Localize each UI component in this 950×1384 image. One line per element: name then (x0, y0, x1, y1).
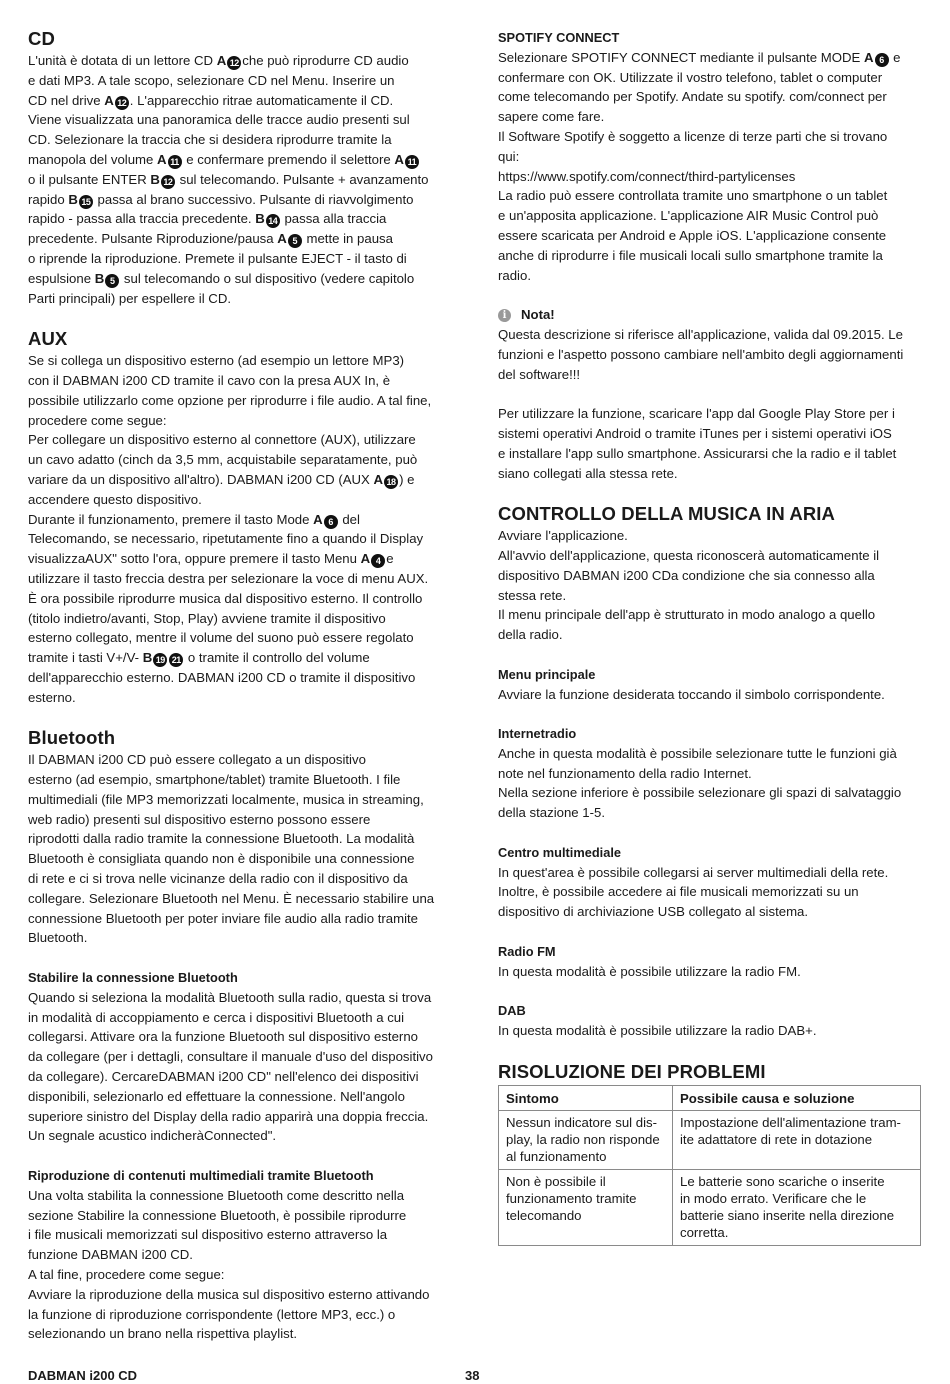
note-body (498, 325, 923, 384)
text-line (28, 150, 453, 170)
text-run: variare da un dispositivo all'altro). DABMAN i200 CD (AUX (28, 471, 374, 487)
text-line (28, 229, 453, 249)
text-run: passa alla traccia (280, 211, 387, 227)
text-line: Bluetooth. (28, 930, 88, 946)
text-line: In quest'area è possibile collegarsi ai server multimediali della rete. (498, 864, 889, 880)
text-line (28, 190, 453, 210)
text-line: web radio) presenti sul dispositivo esterno possono essere (28, 811, 371, 827)
cell-line: batterie siano inserite nella direzione (680, 1207, 895, 1223)
text-line: funzione DABMAN i200 CD. (28, 1247, 193, 1263)
text-line: Il menu principale dell'app è strutturato in modo analogo a quello (498, 607, 876, 623)
text-line: da collegare). CercareDABMAN i200 CD" nell'elenco dei dispositivi (28, 1069, 419, 1085)
text-line (498, 186, 923, 206)
table-row (499, 1110, 921, 1169)
text-run: che può riprodurre CD audio (242, 53, 409, 68)
control-subsections (498, 645, 923, 1041)
right-column (498, 28, 923, 1246)
cell-line: corretta. (680, 1224, 729, 1240)
text-run: e dati MP3. A tale scopo, selezionare CD nel Menu. Inserire un (28, 72, 395, 88)
text-line: Per utilizzare la funzione, scaricare l'app dal Google Play Store per i (498, 406, 895, 422)
text-line: collegarsi. Attivare ora la funzione Bluetooth sul dispositivo esterno (28, 1029, 418, 1045)
text-line (28, 490, 453, 510)
text-run: L'unità è dotata di un lettore CD (28, 53, 217, 68)
text-run: https://www.spotify.com/connect/third-partylicenses (498, 168, 796, 184)
text-run: sul telecomando. Pulsante + avanzamento (175, 171, 429, 187)
text-line (498, 48, 923, 68)
device-letter: A (373, 471, 384, 487)
section-troubleshooting (498, 1061, 923, 1246)
footer-page-number: 38 (465, 1368, 480, 1383)
text-run: e confermare premendo il selettore (182, 151, 395, 167)
text-run: manopola del volume (28, 151, 158, 167)
text-run: Il Software Spotify è soggetto a licenze di terze parti che si trovano (498, 128, 888, 144)
text-line: riprodotti dalla radio tramite la connessione Bluetooth. La modalità (28, 831, 415, 847)
text-line: Quando si seleziona la modalità Bluetooth sulla radio, questa si trova (28, 989, 432, 1005)
callout-number-icon: 12 (161, 175, 175, 189)
text-line: Il DABMAN i200 CD può essere collegato a un dispositivo (28, 752, 366, 768)
text-line: della stazione 1-5. (498, 805, 606, 821)
device-letter: B (94, 270, 105, 286)
cell-line: funzionamento tramite (506, 1190, 637, 1206)
text-run: e un'apposita applicazione. L'applicazione AIR Music Control può (498, 208, 879, 224)
text-run: dell'apparecchio esterno. DABMAN i200 CD o tramite il dispositivo (28, 669, 416, 685)
text-line: Avviare la funzione desiderata toccando il simbolo corrispondente. (498, 686, 885, 702)
text-line (28, 91, 453, 111)
text-line: multimediali (file MP3 memorizzati localmente, musica in streaming, (28, 791, 424, 807)
text-line: dispositivo DABMAN i200 CDa condizione che sia connesso alla (498, 567, 875, 583)
text-line: da collegare (per i dettagli, consultare il manuale d'uso del dispositivo (28, 1049, 433, 1065)
text-run: mette in pausa (302, 231, 393, 247)
cell-line: telecomando (506, 1207, 582, 1223)
text-line: in modalità di accoppiamento e cerca i dispositivi Bluetooth a cui (28, 1009, 405, 1025)
device-letter: A (157, 151, 167, 167)
device-letter: A (313, 511, 323, 527)
text-run: o tramite il controllo del volume (184, 650, 370, 666)
text-line (28, 209, 453, 229)
text-line: del software!!! (498, 366, 581, 382)
bluetooth-body (28, 750, 453, 948)
text-run: esterno. (28, 689, 76, 705)
device-letter: B (142, 650, 153, 666)
callout-number-icon: 21 (169, 653, 183, 667)
text-line (28, 110, 453, 130)
text-line (28, 628, 453, 648)
text-run: radio. (498, 267, 531, 283)
text-run: sapere come fare. (498, 109, 605, 125)
section-heading-control: CONTROLLO DELLA MUSICA IN ARIA (498, 503, 836, 525)
note-header (498, 305, 923, 325)
section-heading-aux: AUX (28, 328, 68, 350)
text-run: Telecomando, se necessario, ripetutamente fino a quando il Display (28, 531, 424, 547)
text-line (498, 87, 923, 107)
section-heading-cd: CD (28, 28, 55, 49)
device-letter: A (104, 92, 114, 108)
text-line: Nella sezione inferiore è possibile selezionare gli spazi di salvataggio (498, 785, 902, 801)
section-control (498, 503, 923, 1041)
note-body-2 (498, 404, 923, 483)
text-line (28, 609, 453, 629)
subheading-control: Menu principale (498, 666, 596, 682)
cell-line: Nessun indicatore sul dis- (506, 1114, 657, 1130)
text-run: Se si collega un dispositivo esterno (ad esempio un lettore MP3) (28, 353, 405, 369)
text-run: esterno collegato, mentre il volume del suono può essere regolato (28, 630, 414, 646)
left-column (28, 28, 453, 1344)
text-line (28, 371, 453, 391)
subheading-control: Centro multimediale (498, 844, 622, 860)
text-line (28, 470, 453, 490)
info-icon: i (498, 309, 511, 322)
text-run: come telecomando per Spotify. Andate su spotify. com/connect per (498, 89, 887, 105)
text-run: o il pulsante ENTER (28, 171, 151, 187)
troubleshooting-table (498, 1085, 921, 1246)
text-line: Una volta stabilita la connessione Bluetooth come descritto nella (28, 1187, 405, 1203)
text-run: rapido - passa alla traccia precedente. (28, 211, 256, 227)
note-label: Nota! (521, 307, 555, 323)
text-line: All'avvio dell'applicazione, questa riconoscerà automaticamente il (498, 547, 880, 563)
text-line (498, 167, 923, 187)
text-line: collegare. Selezionare Bluetooth nel Menu. È necessario stabilire una (28, 890, 435, 906)
text-line: Anche in questa modalità è possibile selezionare tutte le funzioni già (498, 745, 897, 761)
callout-number-icon: 18 (384, 475, 398, 489)
text-line (498, 107, 923, 127)
cell-line: play, la radio non risponde (506, 1131, 660, 1147)
text-run: . L'apparecchio ritrae automaticamente il CD. (129, 92, 394, 108)
text-line (28, 589, 453, 609)
device-letter: A (394, 151, 404, 167)
subheading-bluetooth-playback: Riproduzione di contenuti multimediali tramite Bluetooth (28, 1168, 374, 1184)
text-run: Durante il funzionamento, premere il tasto Mode (28, 511, 314, 527)
cd-body (28, 51, 453, 308)
text-line (498, 226, 923, 246)
callout-number-icon: 11 (405, 155, 419, 169)
callout-number-icon: 6 (875, 53, 889, 67)
text-line: siano collegati alla stessa rete. (498, 465, 678, 481)
text-run: rapido (28, 191, 69, 207)
text-line (498, 127, 923, 147)
text-line: disponibili, selezionarlo ed effettuare la connessione. Nell'angolo (28, 1088, 405, 1104)
bluetooth-playback-body (28, 1186, 453, 1344)
spotify-body (498, 48, 923, 286)
text-line (28, 391, 453, 411)
cell-line: ite adattatore di rete in dotazione (680, 1131, 873, 1147)
text-line: superiore sinistro del Display della radio apparirà una doppia freccia. (28, 1108, 429, 1124)
text-line (28, 269, 453, 289)
text-line: sistemi operativi Android o tramite iTunes per i sistemi operativi iOS (498, 425, 892, 441)
text-run: sul telecomando o sul dispositivo (vedere capitolo (120, 270, 415, 286)
text-run: Viene visualizzata una panoramica delle tracce audio presenti sul (28, 112, 410, 128)
text-run: anche di riprodurre i file musicali locali sullo smartphone tramite la (498, 247, 883, 263)
device-letter: B (68, 191, 78, 207)
callout-number-icon: 11 (168, 155, 182, 169)
text-run: È ora possibile riprodurre musica dal dispositivo esterno. Il controllo (28, 590, 423, 606)
text-line (28, 430, 453, 450)
column-header-symptom: Sintomo (499, 1085, 673, 1110)
text-line: e installare l'app sullo smartphone. Assicurarsi che la radio e il tablet (498, 445, 897, 461)
section-spotify (498, 28, 923, 285)
text-line: sezione Stabilire la connessione Bluetooth, è possibile riprodurre (28, 1207, 407, 1223)
control-body (498, 526, 923, 645)
device-letter: A (277, 231, 287, 247)
section-cd (28, 28, 453, 308)
device-letter: B (150, 171, 160, 187)
section-aux (28, 328, 453, 707)
cell-line: Impostazione dell'alimentazione tram- (680, 1114, 901, 1130)
callout-number-icon: 12 (227, 56, 241, 70)
text-line: Avviare la riproduzione della musica sul dispositivo esterno attivando (28, 1286, 430, 1302)
text-line (28, 130, 453, 150)
text-run: tramite i tasti V+/V- (28, 650, 143, 666)
text-line: In questa modalità è possibile utilizzare la radio DAB+. (498, 1023, 817, 1039)
text-run: o riprende la riproduzione. Premete il pulsante EJECT - il tasto di (28, 250, 407, 266)
subheading-control: Radio FM (498, 943, 556, 959)
text-run: (titolo indietro/avanti, Stop, Play) avviene tramite il dispositivo (28, 610, 386, 626)
text-run: Selezionare SPOTIFY CONNECT mediante il pulsante MODE (498, 49, 864, 65)
device-letter: A (863, 49, 874, 65)
text-run: Parti principali) per espellere il CD. (28, 290, 232, 306)
table-cell-solution (673, 1110, 921, 1169)
text-line: i file musicali memorizzati sul dispositivo esterno attraverso la (28, 1227, 388, 1243)
text-line: Un segnale acustico indicheràConnected". (28, 1128, 277, 1144)
text-line (28, 569, 453, 589)
callout-number-icon: 4 (371, 554, 385, 568)
text-line (28, 688, 453, 708)
text-line (28, 510, 453, 530)
text-line: Bluetooth è consigliata quando non è disponibile una connessione (28, 851, 415, 867)
callout-number-icon: 14 (266, 214, 280, 228)
text-run: CD nel drive (28, 92, 105, 108)
text-run: visualizzaAUX" sotto l'ora, oppure premere il tasto Menu (28, 551, 361, 567)
bluetooth-connect-body (28, 988, 453, 1146)
callout-number-icon: 15 (79, 195, 93, 209)
table-cell-symptom (499, 1110, 673, 1169)
text-run: e (386, 551, 394, 567)
text-run: confermare con OK. Utilizzate il vostro telefono, tablet o computer (498, 69, 883, 85)
text-line: In questa modalità è possibile utilizzare la radio FM. (498, 963, 801, 979)
text-line (28, 668, 453, 688)
table-cell-solution (673, 1169, 921, 1245)
callout-number-icon: 5 (288, 234, 302, 248)
text-line: esterno (ad esempio, smartphone/tablet) tramite Bluetooth. I file (28, 772, 401, 788)
text-run: passa al brano successivo. Pulsante di riavvolgimento (93, 191, 414, 207)
callout-number-icon: 12 (115, 96, 129, 110)
callout-number-icon: 6 (324, 515, 338, 529)
text-run: precedente. Pulsante Riproduzione/pausa (28, 231, 278, 247)
text-run: con il DABMAN i200 CD tramite il cavo con la presa AUX In, è (28, 372, 391, 388)
text-line (28, 529, 453, 549)
text-line: dispositivo di archiviazione USB collegato al sistema. (498, 904, 809, 920)
callout-number-icon: 19 (153, 653, 167, 667)
text-line: A tal fine, procedere come segue: (28, 1267, 225, 1283)
text-line (498, 206, 923, 226)
aux-body (28, 351, 453, 707)
text-line (28, 71, 453, 91)
text-line (28, 450, 453, 470)
text-line: Inoltre, è possibile accedere ai file musicali memorizzati su un (498, 884, 859, 900)
text-line: Questa descrizione si riferisce all'applicazione, valida dal 09.2015. Le (498, 326, 903, 342)
cell-line: al funzionamento (506, 1148, 607, 1164)
text-line (28, 648, 453, 668)
cell-line: in modo errato. Verificare che le (680, 1190, 867, 1206)
device-letter: A (216, 53, 227, 68)
text-line (498, 266, 923, 286)
section-heading-spotify: SPOTIFY CONNECT (498, 30, 620, 45)
subheading-control: DAB (498, 1003, 526, 1019)
text-line: note nel funzionamento della radio Internet. (498, 765, 752, 781)
text-line: di rete e ci si trova nelle vicinanze della radio con il dispositivo da (28, 871, 408, 887)
text-run: e (889, 49, 901, 65)
cell-line: Non è possibile il (506, 1173, 606, 1189)
device-letter: A (360, 551, 371, 567)
text-line (28, 51, 453, 71)
table-header-row (499, 1085, 921, 1110)
text-line (28, 289, 453, 309)
text-line (498, 68, 923, 88)
text-line (498, 246, 923, 266)
text-line: funzioni e l'aspetto possono cambiare nell'ambito degli aggiornamenti (498, 346, 904, 362)
text-line (498, 147, 923, 167)
text-line: della radio. (498, 627, 563, 643)
callout-number-icon: 5 (105, 274, 119, 288)
note-box (498, 305, 923, 483)
column-header-solution: Possibile causa e soluzione (673, 1085, 921, 1110)
text-run: espulsione (28, 270, 95, 286)
text-line (28, 249, 453, 269)
text-run: del (338, 511, 360, 527)
subheading-bluetooth-connect: Stabilire la connessione Bluetooth (28, 970, 238, 986)
section-bluetooth (28, 727, 453, 1344)
text-line: Avviare l'applicazione. (498, 528, 628, 544)
text-run: accendere questo dispositivo. (28, 491, 202, 507)
text-run: procedere come segue: (28, 412, 167, 428)
text-line (28, 351, 453, 371)
section-heading-troubleshooting: RISOLUZIONE DEI PROBLEMI (498, 1060, 766, 1082)
section-heading-bluetooth: Bluetooth (28, 727, 116, 749)
text-run: La radio può essere controllata tramite uno smartphone o un tablet (498, 188, 888, 204)
text-line: la funzione di riproduzione corrispondente (lettore MP3, ecc.) o (28, 1306, 396, 1322)
text-run: possibile utilizzarlo come opzione per riprodurre i file audio. A tal fine, (28, 392, 432, 408)
text-line (28, 170, 453, 190)
cell-line: Le batterie sono scariche o inserite (680, 1173, 885, 1189)
subheading-control: Internetradio (498, 726, 577, 742)
footer-product: DABMAN i200 CD (28, 1368, 138, 1383)
text-line: connessione Bluetooth per poter inviare file audio alla radio tramite (28, 910, 418, 926)
text-line: stessa rete. (498, 587, 567, 603)
table-row (499, 1169, 921, 1245)
device-letter: B (255, 211, 265, 227)
text-line (28, 411, 453, 431)
text-run: utilizzare il tasto freccia destra per selezionare la voce di menu AUX. (28, 570, 429, 586)
text-line (28, 549, 453, 569)
text-run: essere scaricata per Android e Apple iOS. L'applicazione consente (498, 227, 887, 243)
text-line: selezionando un brano nella rispettiva playlist. (28, 1326, 298, 1342)
text-run: Per collegare un dispositivo esterno al connettore (AUX), utilizzare (28, 432, 416, 448)
text-run: CD. Selezionare la traccia che si desidera riprodurre tramite la (28, 132, 392, 148)
text-run: ) e (399, 471, 415, 487)
text-run: un cavo adatto (cinch da 3,5 mm, acquistabile separatamente, può (28, 452, 418, 468)
table-cell-symptom (499, 1169, 673, 1245)
text-run: qui: (498, 148, 520, 164)
